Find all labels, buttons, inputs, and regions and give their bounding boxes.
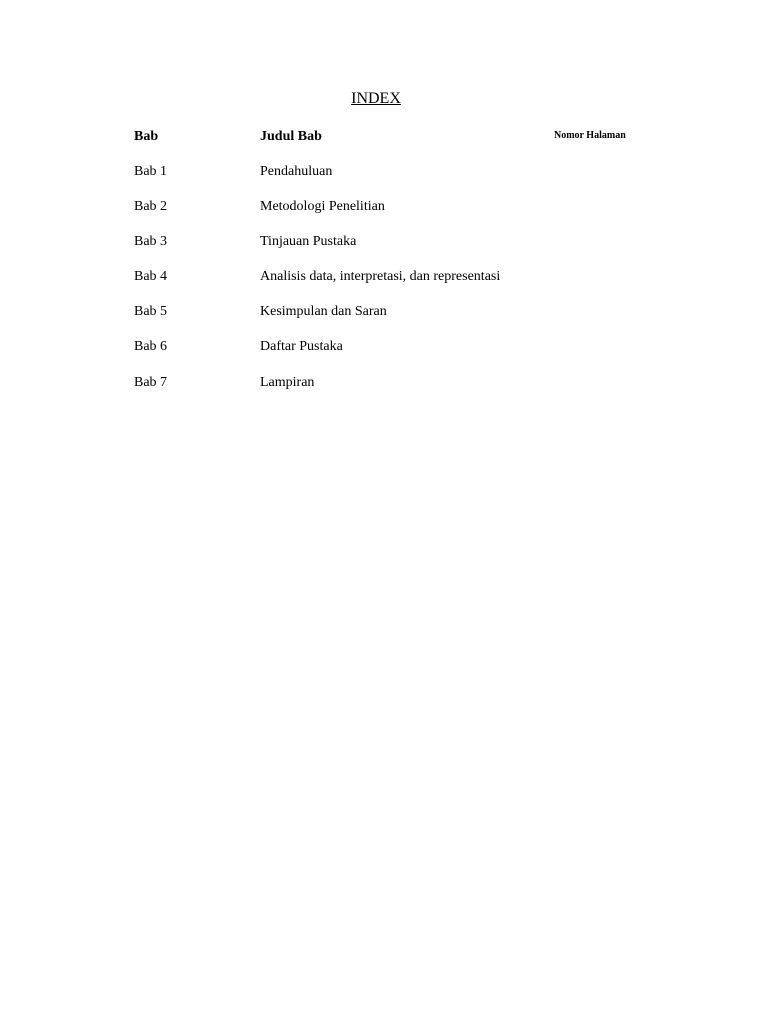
row-chapter-title: Metodologi Penelitian xyxy=(260,199,385,214)
header-bab: Bab xyxy=(134,129,159,144)
row-bab-number: Bab 1 xyxy=(134,164,168,179)
table-header-row xyxy=(0,129,768,149)
row-chapter-title: Daftar Pustaka xyxy=(260,339,343,354)
row-chapter-title: Kesimpulan dan Saran xyxy=(260,304,387,319)
row-bab-number: Bab 4 xyxy=(134,269,168,284)
table-row xyxy=(0,339,768,359)
table-row xyxy=(0,164,768,184)
table-row xyxy=(0,304,768,324)
row-chapter-title: Tinjauan Pustaka xyxy=(260,234,357,249)
header-judul-bab: Judul Bab xyxy=(260,129,322,144)
row-bab-number: Bab 5 xyxy=(134,304,168,319)
row-chapter-title: Analisis data, interpretasi, dan representasi xyxy=(260,269,501,284)
table-row xyxy=(0,375,768,395)
row-bab-number: Bab 2 xyxy=(134,199,168,214)
table-row xyxy=(0,199,768,219)
table-row xyxy=(0,234,768,254)
page-title: INDEX xyxy=(351,90,401,107)
row-bab-number: Bab 7 xyxy=(134,375,168,390)
row-chapter-title: Pendahuluan xyxy=(260,164,333,179)
row-bab-number: Bab 6 xyxy=(134,339,168,354)
table-row xyxy=(0,269,768,289)
row-bab-number: Bab 3 xyxy=(134,234,168,249)
row-chapter-title: Lampiran xyxy=(260,375,315,390)
header-nomor-halaman: Nomor Halaman xyxy=(554,130,626,141)
